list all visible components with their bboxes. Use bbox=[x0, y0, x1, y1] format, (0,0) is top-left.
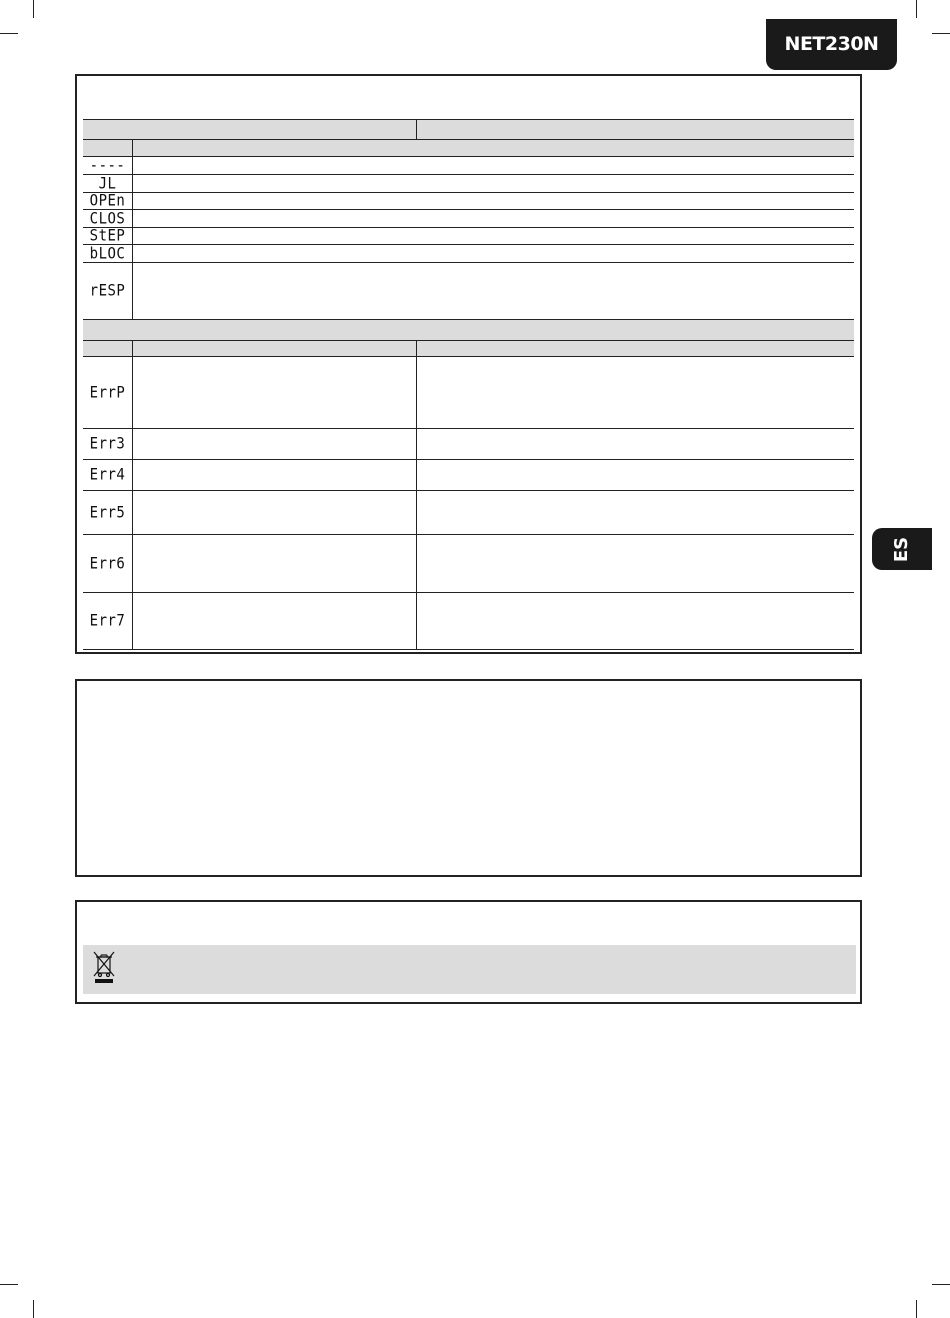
table-rule bbox=[83, 192, 854, 193]
column-divider bbox=[416, 119, 417, 139]
model-badge bbox=[766, 19, 897, 70]
table-rule bbox=[83, 592, 854, 593]
error-code-row bbox=[83, 491, 132, 534]
table-rule bbox=[83, 156, 854, 157]
status-table-title-band bbox=[83, 119, 854, 139]
error-table-title-band bbox=[83, 320, 854, 340]
language-tab bbox=[872, 528, 932, 570]
status-code-row bbox=[83, 263, 132, 319]
error-table-header-band bbox=[83, 341, 854, 356]
status-code: ---- bbox=[89, 156, 126, 175]
table-rule bbox=[83, 534, 854, 535]
status-code-row bbox=[83, 228, 132, 244]
error-code: Err5 bbox=[89, 503, 126, 522]
status-code: JL bbox=[98, 174, 117, 193]
status-code: bLOC bbox=[89, 244, 126, 263]
error-code-row bbox=[83, 535, 132, 592]
disposal-panel bbox=[75, 900, 862, 1004]
error-code: Err4 bbox=[89, 465, 126, 485]
model-name: NET230N bbox=[784, 33, 879, 55]
status-code-row bbox=[83, 245, 132, 262]
table-rule bbox=[83, 428, 854, 429]
status-code-row bbox=[83, 157, 132, 174]
table-rule bbox=[83, 227, 854, 228]
error-code-row bbox=[83, 357, 132, 428]
status-table-header-band bbox=[83, 140, 854, 156]
error-code-row bbox=[83, 429, 132, 459]
status-code: rESP bbox=[89, 281, 126, 301]
error-code-row bbox=[83, 460, 132, 490]
table-rule bbox=[83, 459, 854, 460]
status-code-row bbox=[83, 175, 132, 192]
table-rule bbox=[83, 356, 854, 357]
table-rule bbox=[83, 119, 854, 120]
error-code: Err3 bbox=[89, 434, 126, 454]
crop-mark bbox=[0, 33, 18, 34]
table-rule bbox=[83, 244, 854, 245]
crop-mark bbox=[916, 1300, 917, 1318]
status-code-row bbox=[83, 210, 132, 227]
language-label: ES bbox=[891, 536, 913, 562]
status-code: StEP bbox=[89, 226, 126, 246]
crop-mark bbox=[932, 1284, 950, 1285]
status-code-row bbox=[83, 193, 132, 209]
error-code-row bbox=[83, 593, 132, 649]
error-code: ErrP bbox=[89, 383, 126, 402]
status-code: CLOS bbox=[89, 209, 126, 228]
column-divider bbox=[132, 341, 133, 649]
crop-mark bbox=[33, 1300, 34, 1318]
table-rule bbox=[83, 209, 854, 210]
disposal-band bbox=[83, 945, 856, 994]
table-rule bbox=[83, 649, 854, 650]
error-code: Err6 bbox=[89, 554, 126, 573]
table-rule bbox=[83, 490, 854, 491]
status-code: OPEn bbox=[89, 191, 126, 211]
crop-mark bbox=[33, 0, 34, 18]
error-code: Err7 bbox=[89, 611, 126, 631]
column-divider bbox=[416, 341, 417, 649]
table-rule bbox=[83, 262, 854, 263]
diagnostics-panel bbox=[75, 74, 862, 654]
crossed-out-bin-icon bbox=[93, 950, 115, 986]
notes-panel bbox=[75, 679, 862, 877]
crop-mark bbox=[932, 33, 950, 34]
column-divider bbox=[132, 140, 133, 319]
crop-mark bbox=[916, 0, 917, 18]
crop-mark bbox=[0, 1284, 18, 1285]
table-rule bbox=[83, 174, 854, 175]
